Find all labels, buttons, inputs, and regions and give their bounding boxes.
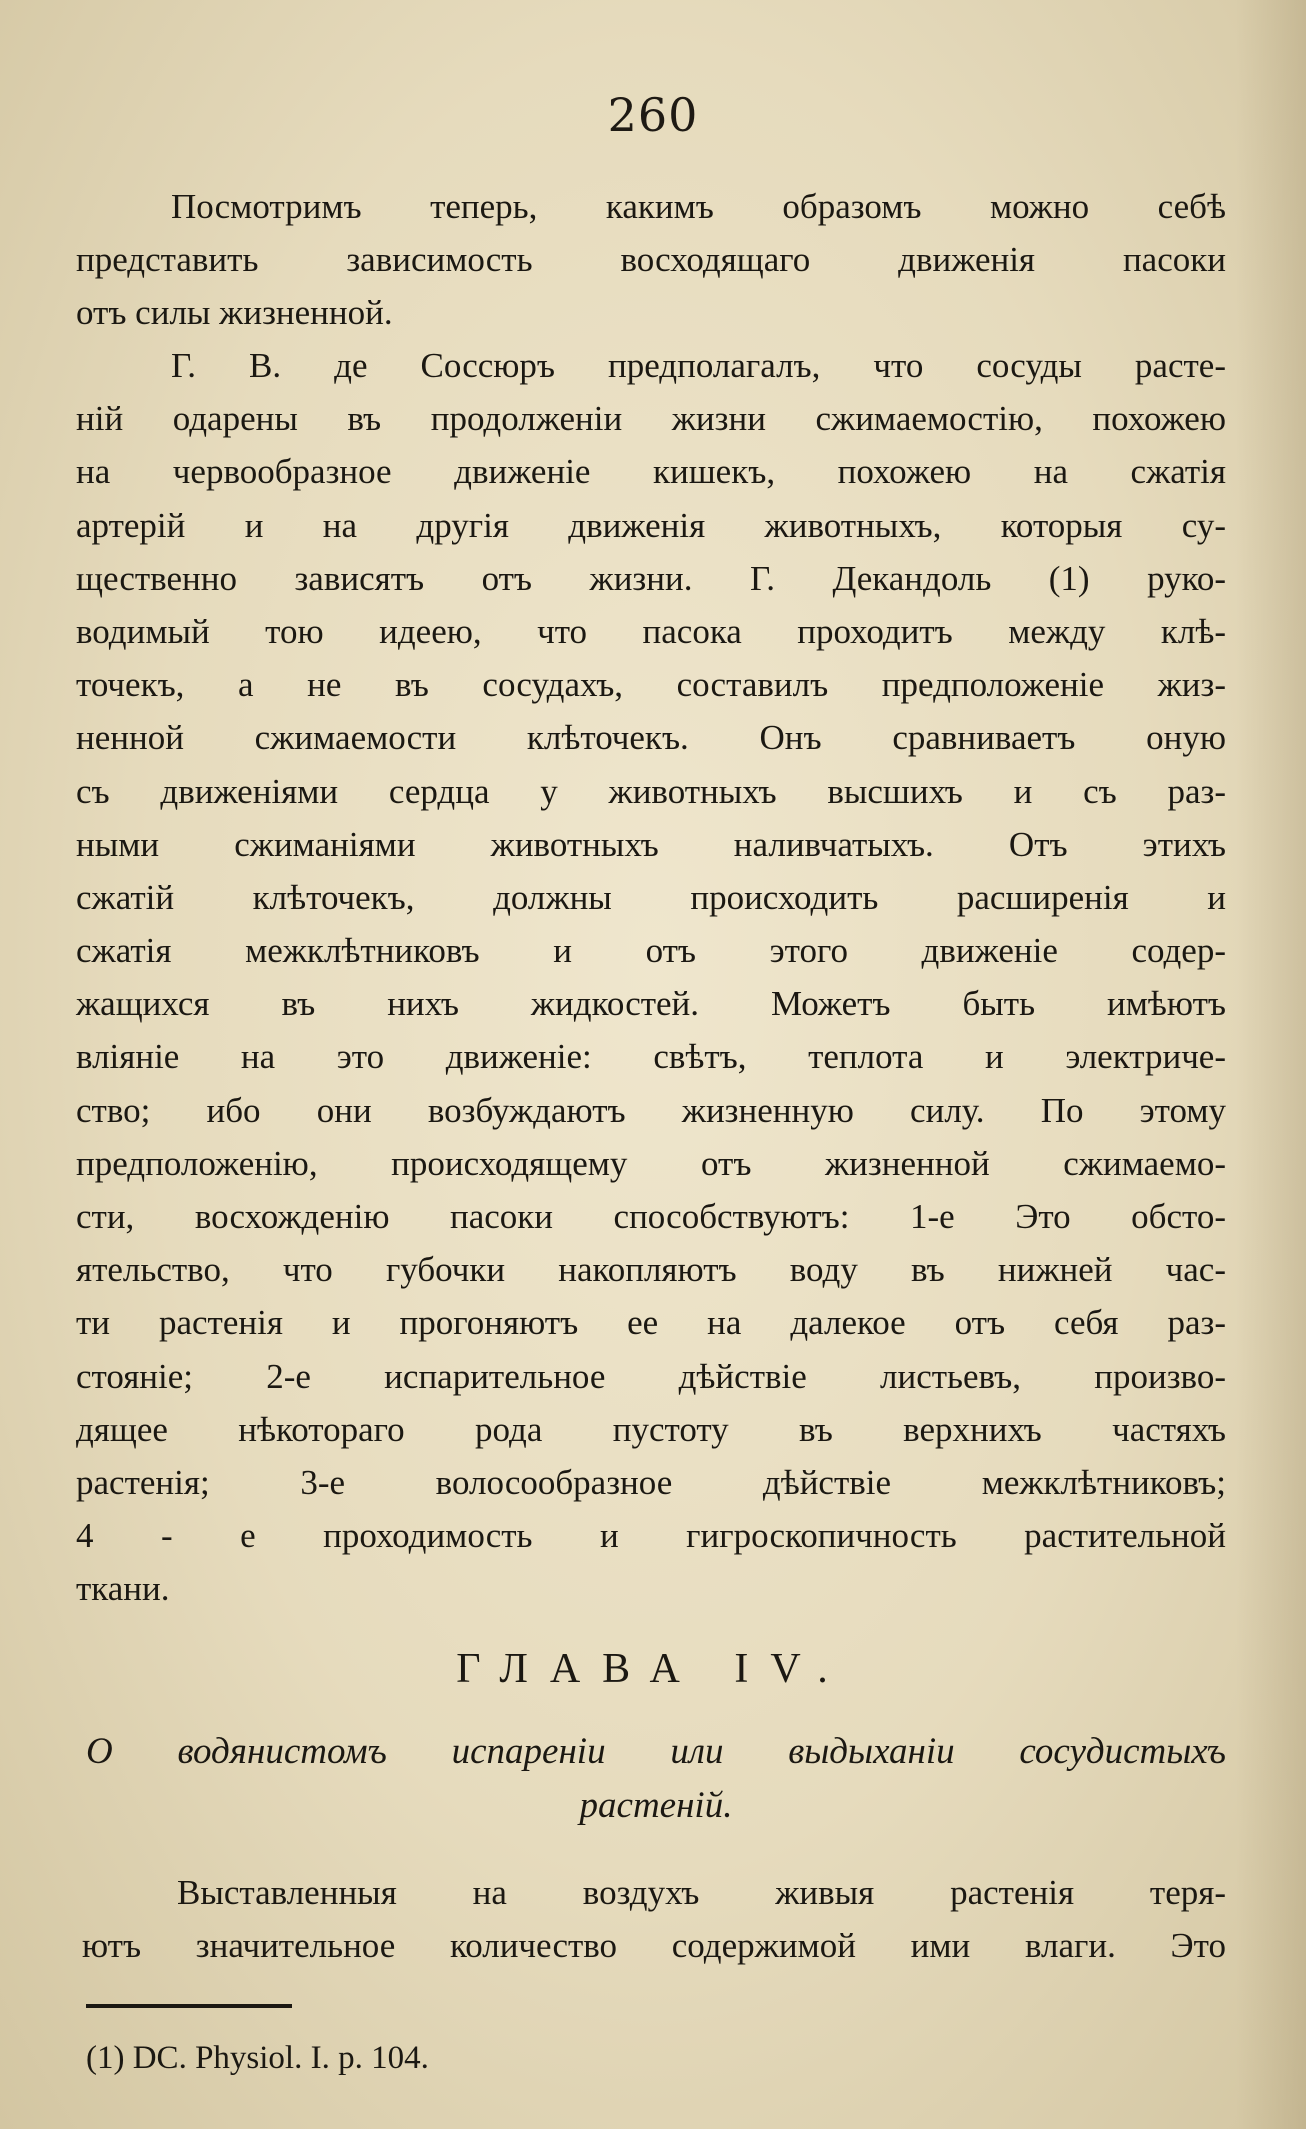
- text-line: Посмотримъ теперь, какимъ образомъ можно себѣ: [171, 187, 1226, 226]
- paragraph-3: [82, 1866, 1226, 1972]
- text-line: дящее нѣкотораго рода пустоту въ верхнихъ частяхъ: [76, 1409, 1226, 1449]
- text-line: съ движеніями сердца у животныхъ высшихъ и съ раз-: [76, 771, 1226, 811]
- footnote: (1) DC. Physiol. I. p. 104.: [86, 2040, 429, 2076]
- footnote-divider: [86, 2004, 292, 2008]
- text-line: ній одарены въ продолженіи жизни сжимаемостію, похожею: [76, 399, 1226, 439]
- text-line: сжатій клѣточекъ, должны происходить расширенія и: [76, 877, 1226, 917]
- text-line: Выставленныя на воздухъ живыя растенія теря-: [177, 1873, 1226, 1912]
- text-line: щественно зависятъ отъ жизни. Г. Декандоль (1) руко-: [76, 558, 1226, 598]
- text-line: точекъ, а не въ сосудахъ, составилъ предположеніе жиз-: [76, 665, 1226, 705]
- text-line: предположенію, происходящему отъ жизненной сжимаемо-: [76, 1143, 1226, 1183]
- text-line: ство; ибо они возбуждаютъ жизненную силу. По этому: [76, 1090, 1226, 1130]
- text-line: Г. В. де Соссюръ предполагалъ, что сосуды расте-: [171, 346, 1226, 385]
- chapter-heading: ГЛАВА IV.: [456, 1646, 850, 1692]
- text-line: ютъ значительное количество содержимой ими влаги. Это: [82, 1926, 1226, 1966]
- text-line: отъ силы жизненной.: [76, 293, 393, 333]
- text-line: на червообразное движеніе кишекъ, похожею на сжатія: [76, 452, 1226, 492]
- text-line: артерій и на другія движенія животныхъ, которыя су-: [76, 505, 1226, 545]
- text-line: 4 - е проходимость и гигроскопичность растительной: [76, 1516, 1226, 1556]
- text-line: ткани.: [76, 1569, 170, 1609]
- subtitle-line: О водянистомъ испареніи или выдыханіи сосудистыхъ: [86, 1731, 1226, 1772]
- text-line: ятельство, что губочки накопляютъ воду въ нижней час-: [76, 1250, 1226, 1290]
- subtitle-line: растеній.: [579, 1785, 733, 1826]
- text-line: сти, восхожденію пасоки способствуютъ: 1-е Это обсто-: [76, 1197, 1226, 1236]
- text-line: ти растенія и прогоняютъ ее на далекое отъ себя раз-: [76, 1303, 1226, 1343]
- chapter-subtitle: [86, 1725, 1226, 1833]
- text-line: ными сжиманіями животныхъ наливчатыхъ. Отъ этихъ: [76, 824, 1226, 864]
- text-line: представить зависимость восходящаго движенія пасоки: [76, 240, 1226, 280]
- page-number: 260: [607, 88, 699, 142]
- paragraph-1: [76, 180, 1226, 340]
- paragraph-2: [76, 339, 1226, 1616]
- text-line: сжатія межклѣтниковъ и отъ этого движеніе содер-: [76, 931, 1226, 971]
- text-line: вліяніе на это движеніе: свѣтъ, теплота и электриче-: [76, 1037, 1226, 1077]
- text-line: ненной сжимаемости клѣточекъ. Онъ сравниваетъ оную: [76, 718, 1226, 758]
- text-line: жащихся въ нихъ жидкостей. Можетъ быть имѣютъ: [76, 984, 1226, 1024]
- text-line: стояніе; 2-е испарительное дѣйствіе листьевъ, произво-: [76, 1356, 1226, 1396]
- text-line: водимый тою идеею, что пасока проходитъ между клѣ-: [76, 611, 1226, 651]
- text-line: растенія; 3-е волосообразное дѣйствіе межклѣтниковъ;: [76, 1462, 1226, 1502]
